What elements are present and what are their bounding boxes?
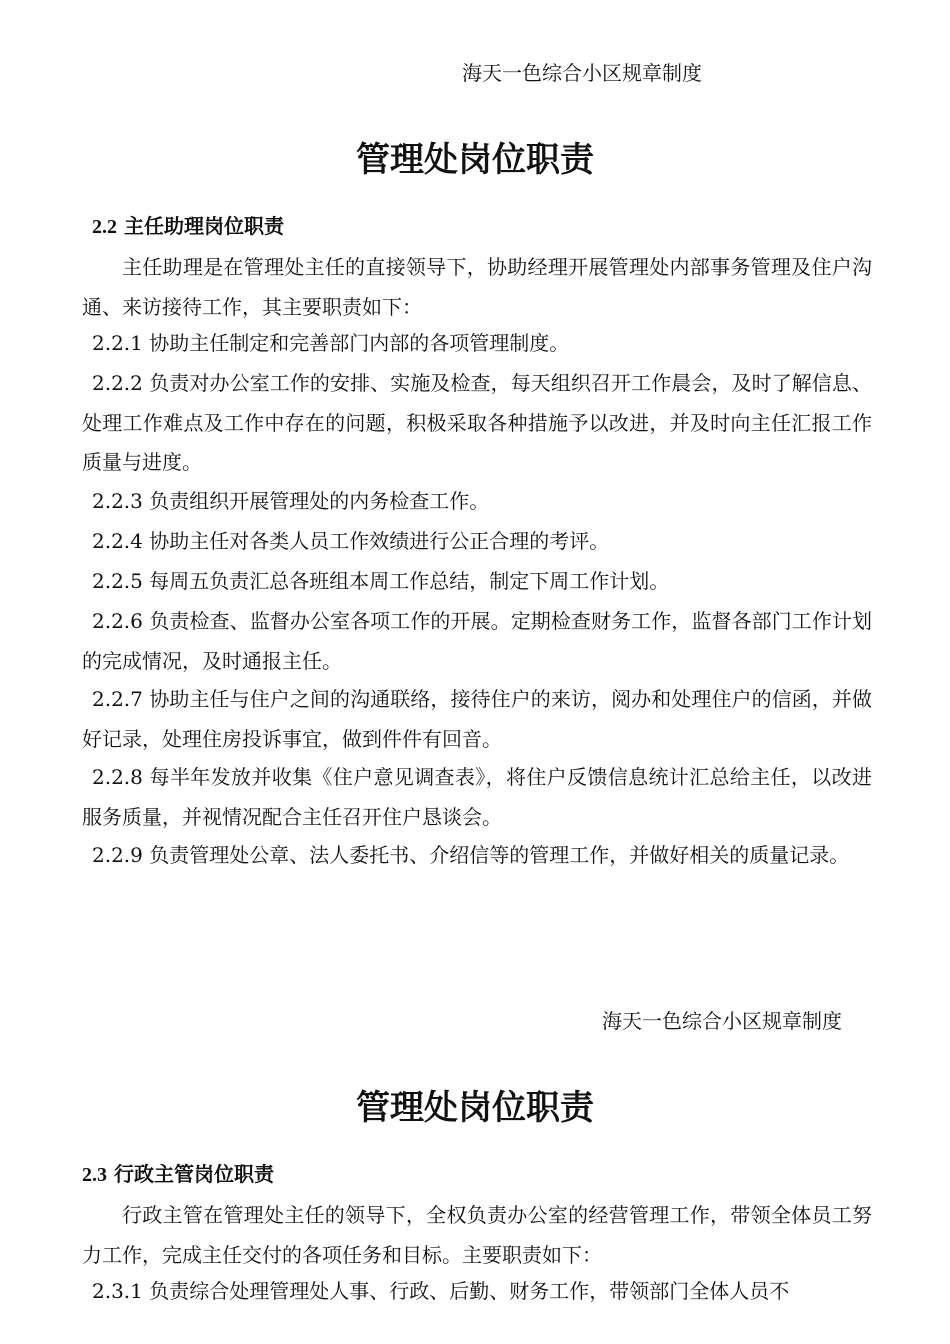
section-heading — [92, 212, 284, 241]
intro-paragraph: 主任助理是在管理处主任的直接领导下，协助经理开展管理处内部事务管理及住户沟通、来访接待工作，其主要职责如下： — [82, 255, 872, 319]
section-label: 主任助理岗位职责 — [123, 214, 284, 238]
duty-item: 2.2.3 负责组织开展管理处的内务检查工作。 — [92, 489, 490, 513]
duty-item: 2.2.7 协助主任与住户之间的沟通联络，接待住户的来访，阅办和处理住户的信函，并做好记录，处理住房投诉事宜，做到件件有回音。 — [82, 687, 872, 751]
intro-paragraph: 行政主管在管理处主任的领导下，全权负责办公室的经营管理工作，带领全体员工努力工作，完成主任交付的各项任务和目标。主要职责如下： — [82, 1203, 872, 1267]
duty-item: 2.2.4 协助主任对各类人员工作效绩进行公正合理的考评。 — [92, 529, 610, 553]
duty-item: 2.2.6 负责检查、监督办公室各项工作的开展。定期检查财务工作，监督各部门工作计划的完成情况，及时通报主任。 — [82, 609, 872, 673]
page-header: 海天一色综合小区规章制度 — [462, 61, 702, 85]
duty-item: 2.2.2 负责对办公室工作的安排、实施及检查，每天组织召开工作晨会，及时了解信息、处理工作难点及工作中存在的问题，积极采取各种措施予以改进，并及时向主任汇报工作质量与进度。 — [82, 371, 872, 474]
duty-item: 2.2.8 每半年发放并收集《住户意见调查表》，将住户反馈信息统计汇总给主任，以改进服务质量，并视情况配合主任召开住户恳谈会。 — [82, 765, 872, 829]
section-number: 2.3 — [82, 1164, 107, 1186]
duty-item: 2.2.9 负责管理处公章、法人委托书、介绍信等的管理工作，并做好相关的质量记录。 — [92, 843, 850, 867]
duty-item: 2.2.5 每周五负责汇总各班组本周工作总结，制定下周工作计划。 — [92, 569, 670, 593]
section-number: 2.2 — [92, 216, 117, 238]
page-title: 管理处岗位职责 — [356, 1088, 594, 1128]
section-label: 行政主管岗位职责 — [113, 1162, 274, 1186]
page-title: 管理处岗位职责 — [356, 140, 594, 180]
duty-item: 2.2.1 协助主任制定和完善部门内部的各项管理制度。 — [92, 331, 570, 355]
duty-item: 2.3.1 负责综合处理管理处人事、行政、后勤、财务工作，带领部门全体人员不 — [92, 1279, 790, 1303]
section-heading — [82, 1160, 274, 1189]
page-header: 海天一色综合小区规章制度 — [602, 1009, 842, 1033]
